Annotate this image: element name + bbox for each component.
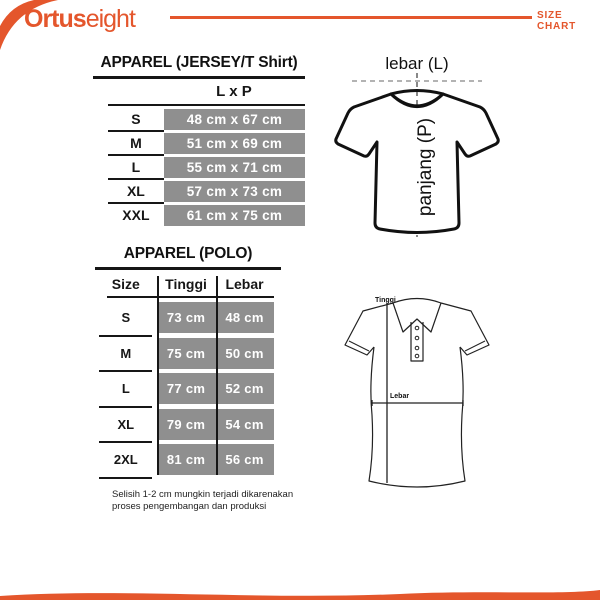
footnote-line-1: Selisih 1-2 cm mungkin terjadi dikarenakan [112, 489, 294, 500]
tinggi-value: 79 cm [157, 409, 216, 440]
tinggi-value: 73 cm [157, 302, 216, 333]
size-label: L [95, 373, 157, 404]
polo-header-size: Size [111, 275, 140, 292]
table-row [93, 133, 305, 154]
brand-logo-light: eight [85, 5, 135, 33]
lebar-value: 52 cm [216, 373, 274, 404]
polo-table-title: APPAREL (POLO) [123, 245, 253, 262]
polo-header-tinggi: Tinggi [165, 275, 207, 292]
jersey-column-header: L x P [216, 82, 252, 100]
table-row [95, 338, 274, 369]
polo-size-table [95, 245, 281, 475]
lebar-value: 50 cm [216, 338, 274, 369]
size-label: XXL [122, 207, 150, 223]
size-label: 2XL [95, 444, 157, 475]
tinggi-value: 75 cm [157, 338, 216, 369]
lebar-value: 48 cm [216, 302, 274, 333]
polo-header-underline [107, 296, 273, 298]
polo-diagram [335, 285, 510, 500]
header-divider-line [170, 16, 532, 19]
jersey-table-title: APPAREL (JERSEY/T Shirt) [100, 54, 298, 71]
table-row [95, 373, 274, 404]
table-row [93, 181, 305, 202]
lebar-value: 54 cm [216, 409, 274, 440]
bottom-wave-decoration [0, 586, 600, 600]
column-divider [216, 276, 218, 476]
table-row [95, 444, 274, 475]
flame-icon [22, 1, 42, 15]
brand-logo [24, 5, 135, 34]
size-label: XL [95, 409, 157, 440]
polo-width-line [372, 400, 463, 406]
polo-width-label: Lebar [390, 393, 410, 400]
lebar-value: 56 cm [216, 444, 274, 475]
brand-logo-bold: Ortus [24, 5, 86, 33]
size-label: M [95, 338, 157, 369]
footnote-line-2: proses pengembangan dan produksi [112, 501, 267, 512]
table-row [93, 157, 305, 178]
table-row [95, 302, 274, 333]
table-row [93, 109, 305, 130]
footnote [112, 489, 293, 513]
tinggi-value: 77 cm [157, 373, 216, 404]
size-label: M [108, 133, 164, 154]
tshirt-length-label: panjang (P) [415, 117, 436, 217]
jersey-header-underline [108, 104, 305, 106]
column-divider [157, 276, 159, 476]
size-label: XL [108, 181, 164, 202]
size-label: L [108, 157, 164, 178]
polo-header-lebar: Lebar [225, 275, 264, 292]
size-chart-title: SIZE CHART [537, 10, 576, 32]
measurement-value: 48 cm x 67 cm [164, 109, 305, 130]
table-row [95, 409, 274, 440]
tinggi-value: 81 cm [157, 444, 216, 475]
tshirt-width-label: lebar (L) [385, 54, 449, 73]
size-label: S [95, 302, 157, 333]
measurement-value: 51 cm x 69 cm [164, 133, 305, 154]
size-label: S [108, 109, 164, 130]
polo-buttons [415, 326, 419, 358]
measurement-value: 57 cm x 73 cm [164, 181, 305, 202]
jersey-size-table [93, 54, 305, 226]
tshirt-diagram [330, 45, 520, 245]
measurement-value: 61 cm x 75 cm [164, 205, 305, 226]
polo-height-label: Tinggi [375, 297, 396, 304]
table-row [93, 205, 305, 226]
measurement-value: 55 cm x 71 cm [164, 157, 305, 178]
